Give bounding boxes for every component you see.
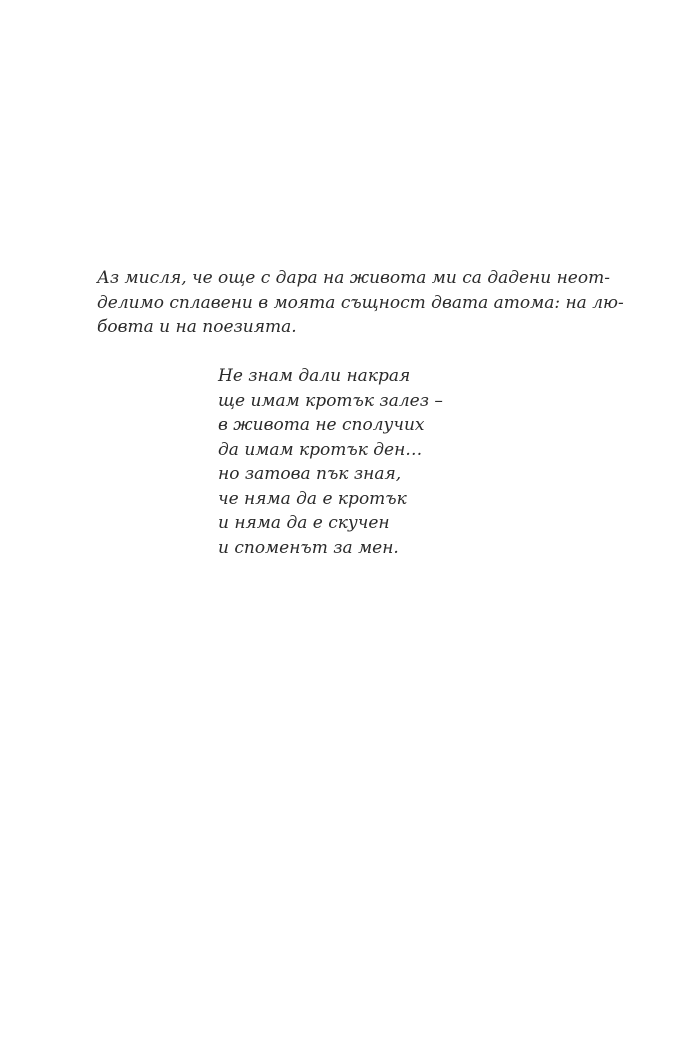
poem-stanza [218, 364, 443, 560]
poem-line: че няма да е кротък [218, 488, 407, 509]
prose-line: бовта и на поезията. [97, 317, 297, 337]
prose-line: делимо сплавени в моята същност двата атома: на лю- [97, 292, 624, 313]
prose-paragraph [97, 266, 624, 340]
poem-line: но затова пък зная, [218, 464, 402, 484]
poem-line: ще имам кротък залез – [218, 390, 443, 411]
poem-line: и няма да е скучен [218, 513, 390, 533]
poem-line: Не знам дали накрая [218, 366, 411, 386]
poem-line: и споменът за мен. [218, 537, 399, 558]
poem-line: да имам кротък ден… [218, 439, 423, 460]
prose-line: Аз мисля, че още с дара на живота ми са дадени неот- [97, 268, 610, 288]
poem-line: в живота не сполучих [218, 415, 425, 435]
